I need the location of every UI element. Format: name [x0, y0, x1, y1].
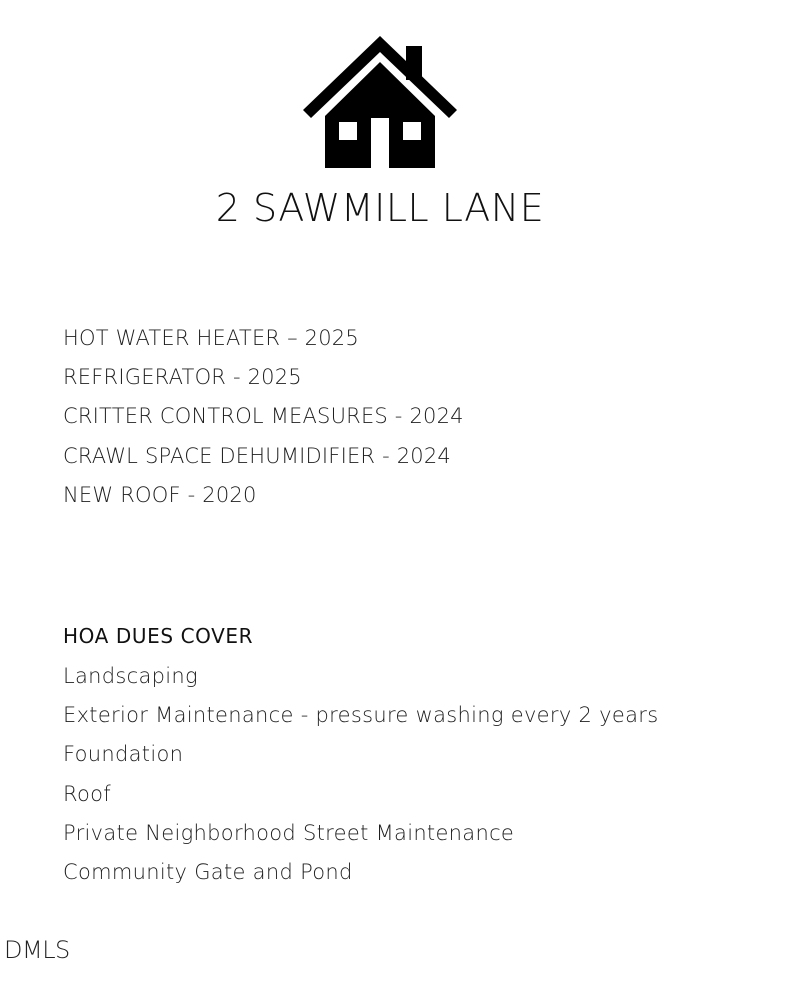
list-item: Private Neighborhood Street Maintenance	[63, 820, 515, 845]
updates-list	[63, 322, 464, 518]
list-item: Community Gate and Pond	[63, 859, 353, 884]
watermark: DMLS	[4, 936, 70, 964]
list-item: Roof	[63, 781, 111, 806]
page-title: 2 SAWMILL LANE	[215, 186, 545, 230]
list-item: HOT WATER HEATER – 2025	[63, 326, 359, 350]
list-item: CRITTER CONTROL MEASURES - 2024	[63, 404, 464, 429]
list-item: NEW ROOF - 2020	[63, 482, 257, 507]
house-icon	[303, 36, 457, 168]
list-item: CRAWL SPACE DEHUMIDIFIER - 2024	[63, 443, 451, 468]
list-item: Landscaping	[63, 664, 198, 688]
list-item: Exterior Maintenance - pressure washing every 2 years	[63, 703, 659, 728]
hoa-heading: HOA DUES COVER	[63, 624, 254, 648]
list-item: Foundation	[63, 742, 184, 767]
hoa-list	[63, 660, 658, 895]
list-item: REFRIGERATOR - 2025	[63, 365, 302, 390]
